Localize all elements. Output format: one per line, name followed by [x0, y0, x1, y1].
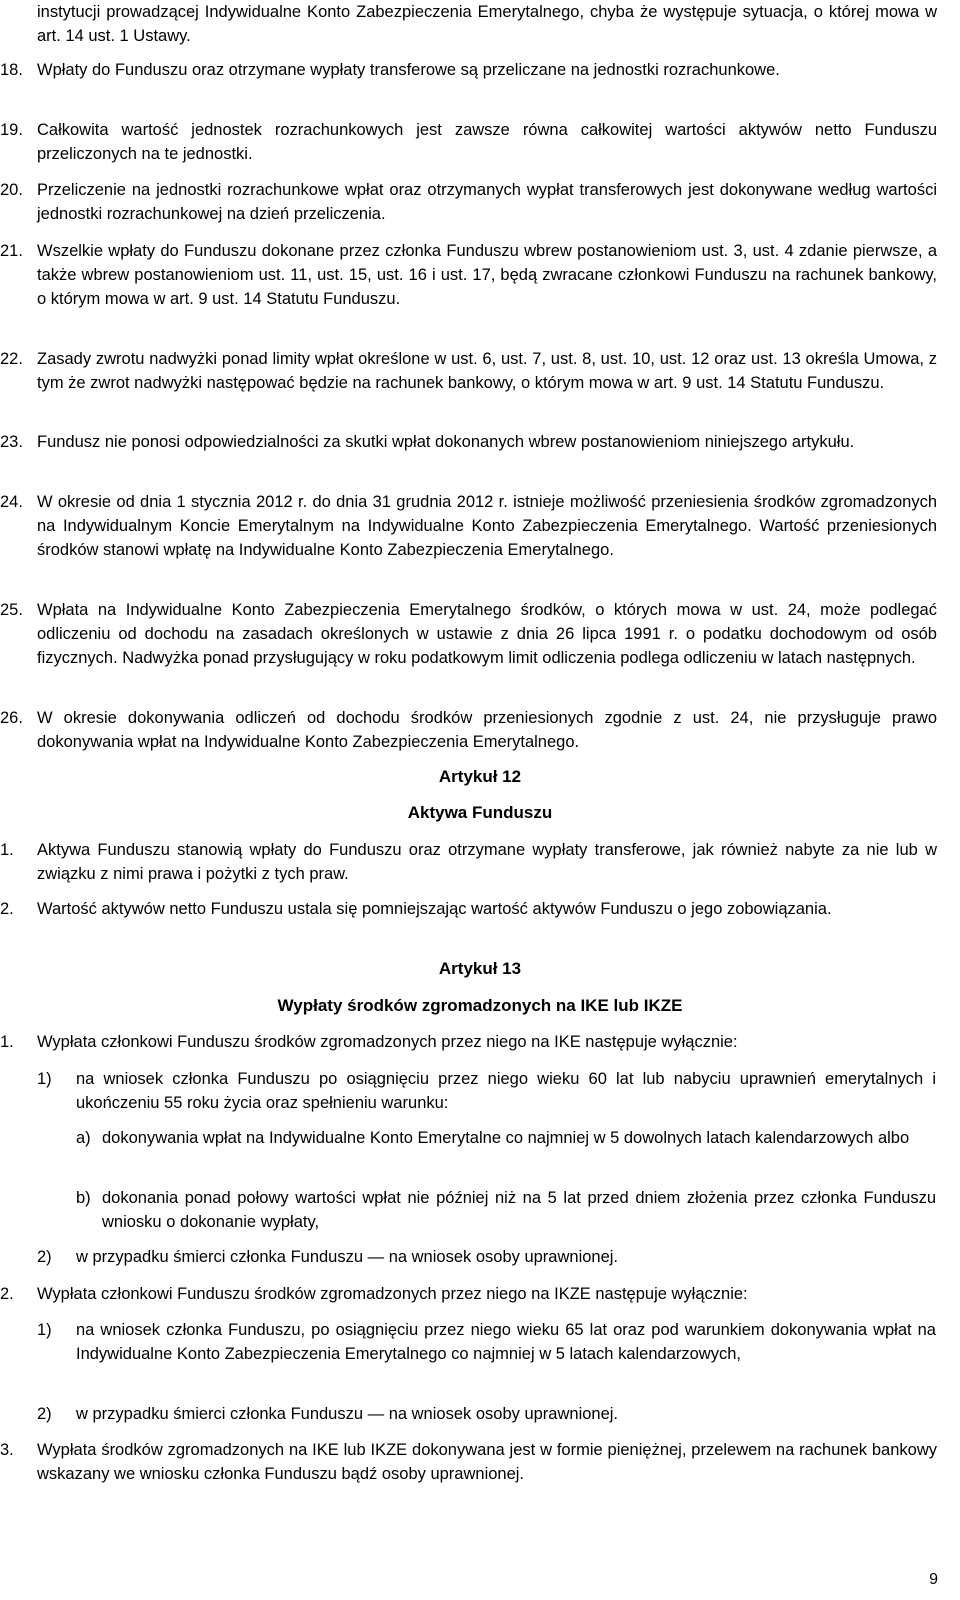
item-number: 1): [37, 1321, 52, 1339]
item-number: 2.: [0, 900, 14, 918]
article-12-title: Artykuł 12: [438, 767, 522, 786]
paragraph-20: Przeliczenie na jednostki rozrachunkowe wpłat oraz otrzymanych wypłat transferowych jest dokonywane według wartości jednostki rozrachunkowej na dzień przeliczenia.: [37, 181, 937, 223]
art13-paragraph-3: Wypłata środków zgromadzonych na IKE lub IKZE dokonywana jest w formie pieniężnej, przelewem na rachunek bankowy wskazany we wniosku członka Funduszu bądź osoby uprawnionej.: [37, 1441, 937, 1483]
item-number: 22.: [0, 350, 23, 368]
paragraph-23: Fundusz nie ponosi odpowiedzialności za skutki wpłat dokonanych wbrew postanowieniom niniejszego artykułu.: [37, 433, 855, 451]
paragraph-18: Wpłaty do Funduszu oraz otrzymane wypłaty transferowe są przeliczane na jednostki rozrachunkowe.: [37, 61, 780, 79]
art12-paragraph-1: Aktywa Funduszu stanowią wpłaty do Funduszu oraz otrzymane wypłaty transferowe, jak również nabyte za nie lub w związku z nimi prawa i pożytki z tych praw.: [37, 841, 937, 883]
item-number: 2.: [0, 1285, 14, 1303]
item-number: 24.: [0, 493, 23, 511]
item-number: a): [76, 1129, 91, 1147]
art13-point-1-1-b: dokonania ponad połowy wartości wpłat nie później niż na 5 lat przed dniem złożenia przez członka Funduszu wniosku o dokonanie wypłaty,: [102, 1189, 936, 1231]
item-number: 23.: [0, 433, 23, 451]
item-number: 3.: [0, 1441, 14, 1459]
item-number: 20.: [0, 181, 23, 199]
paragraph-22: Zasady zwrotu nadwyżki ponad limity wpłat określone w ust. 6, ust. 7, ust. 8, ust. 10, ust. 12 oraz ust. 13 określa Umowa, z tym że zwrot nadwyżki następować będzie na rachunek bankowy, o którym mowa w art. 9 ust. 14 Statutu Funduszu.: [37, 350, 937, 392]
paragraph-25: Wpłata na Indywidualne Konto Zabezpieczenia Emerytalnego środków, o których mowa w ust. 24, może podlegać odliczeniu od dochodu na zasadach określonych w ustawie z dnia 26 lipca 1991 r. o podatku dochodowym od osób fizycznych. Nadwyżka ponad przysługujący w roku podatkowym limit odliczenia podlega odliczeniu w latach następnych.: [37, 601, 937, 667]
item-number: 18.: [0, 61, 23, 79]
art13-point-1-1-a: dokonywania wpłat na Indywidualne Konto Emerytalne co najmniej w 5 dowolnych latach kalendarzowych albo: [102, 1129, 910, 1147]
art13-point-1-1: na wniosek członka Funduszu po osiągnięciu przez niego wieku 60 lat lub nabyciu uprawnień emerytalnych i ukończeniu 55 roku życia oraz spełnieniu warunku:: [76, 1070, 936, 1112]
item-number: 26.: [0, 709, 23, 727]
art12-paragraph-2: Wartość aktywów netto Funduszu ustala się pomniejszając wartość aktywów Funduszu o jego zobowiązania.: [37, 900, 832, 918]
item-number: 1.: [0, 841, 14, 859]
art13-point-1-2: w przypadku śmierci członka Funduszu — na wniosek osoby uprawnionej.: [76, 1248, 619, 1266]
paragraph-26: W okresie dokonywania odliczeń od dochodu środków przeniesionych zgodnie z ust. 24, nie przysługuje prawo dokonywania wpłat na Indywidualne Konto Zabezpieczenia Emerytalnego.: [37, 709, 937, 751]
item-number: 19.: [0, 121, 23, 139]
item-number: 2): [37, 1248, 52, 1266]
art13-paragraph-2: Wypłata członkowi Funduszu środków zgromadzonych przez niego na IKZE następuje wyłącznie:: [37, 1285, 748, 1303]
art13-paragraph-1: Wypłata członkowi Funduszu środków zgromadzonych przez niego na IKE następuje wyłącznie:: [37, 1033, 738, 1051]
paragraph-24: W okresie od dnia 1 stycznia 2012 r. do dnia 31 grudnia 2012 r. istnieje możliwość przeniesienia środków zgromadzonych na Indywidualnym Koncie Emerytalnym na Indywidualne Konto Zabezpieczenia Emerytalnego. Wartość przeniesionych środków stanowi wpłatę na Indywidualne Konto Zabezpieczenia Emerytalnego.: [37, 493, 937, 559]
item-number: b): [76, 1189, 91, 1207]
article-12-subtitle: Aktywa Funduszu: [407, 803, 553, 822]
continuation-paragraph: instytucji prowadzącej Indywidualne Konto Zabezpieczenia Emerytalnego, chyba że występuje sytuacja, o której mowa w art. 14 ust. 1 Ustawy.: [37, 3, 937, 45]
paragraph-21: Wszelkie wpłaty do Funduszu dokonane przez członka Funduszu wbrew postanowieniom ust. 3, ust. 4 zdanie pierwsze, a także wbrew postanowieniom ust. 11, ust. 15, ust. 16 i ust. 17, będą zwracane członkowi Funduszu na rachunek bankowy, o którym mowa w art. 9 ust. 14 Statutu Funduszu.: [37, 242, 937, 308]
article-13-subtitle: Wypłaty środków zgromadzonych na IKE lub IKZE: [277, 996, 683, 1015]
item-number: 2): [37, 1405, 52, 1423]
paragraph-19: Całkowita wartość jednostek rozrachunkowych jest zawsze równa całkowitej wartości aktywów netto Funduszu przeliczonych na te jednostki.: [37, 121, 937, 163]
page-number: 9: [929, 1571, 938, 1588]
art13-point-2-1: na wniosek członka Funduszu, po osiągnięciu przez niego wieku 65 lat oraz pod warunkiem dokonywania wpłat na Indywidualne Konto Zabezpieczenia Emerytalnego co najmniej w 5 latach kalendarzowych,: [76, 1321, 936, 1363]
article-13-title: Artykuł 13: [438, 959, 522, 978]
item-number: 1.: [0, 1033, 14, 1051]
art13-point-2-2: w przypadku śmierci członka Funduszu — na wniosek osoby uprawnionej.: [76, 1405, 619, 1423]
item-number: 21.: [0, 242, 23, 260]
item-number: 25.: [0, 601, 23, 619]
item-number: 1): [37, 1070, 52, 1088]
